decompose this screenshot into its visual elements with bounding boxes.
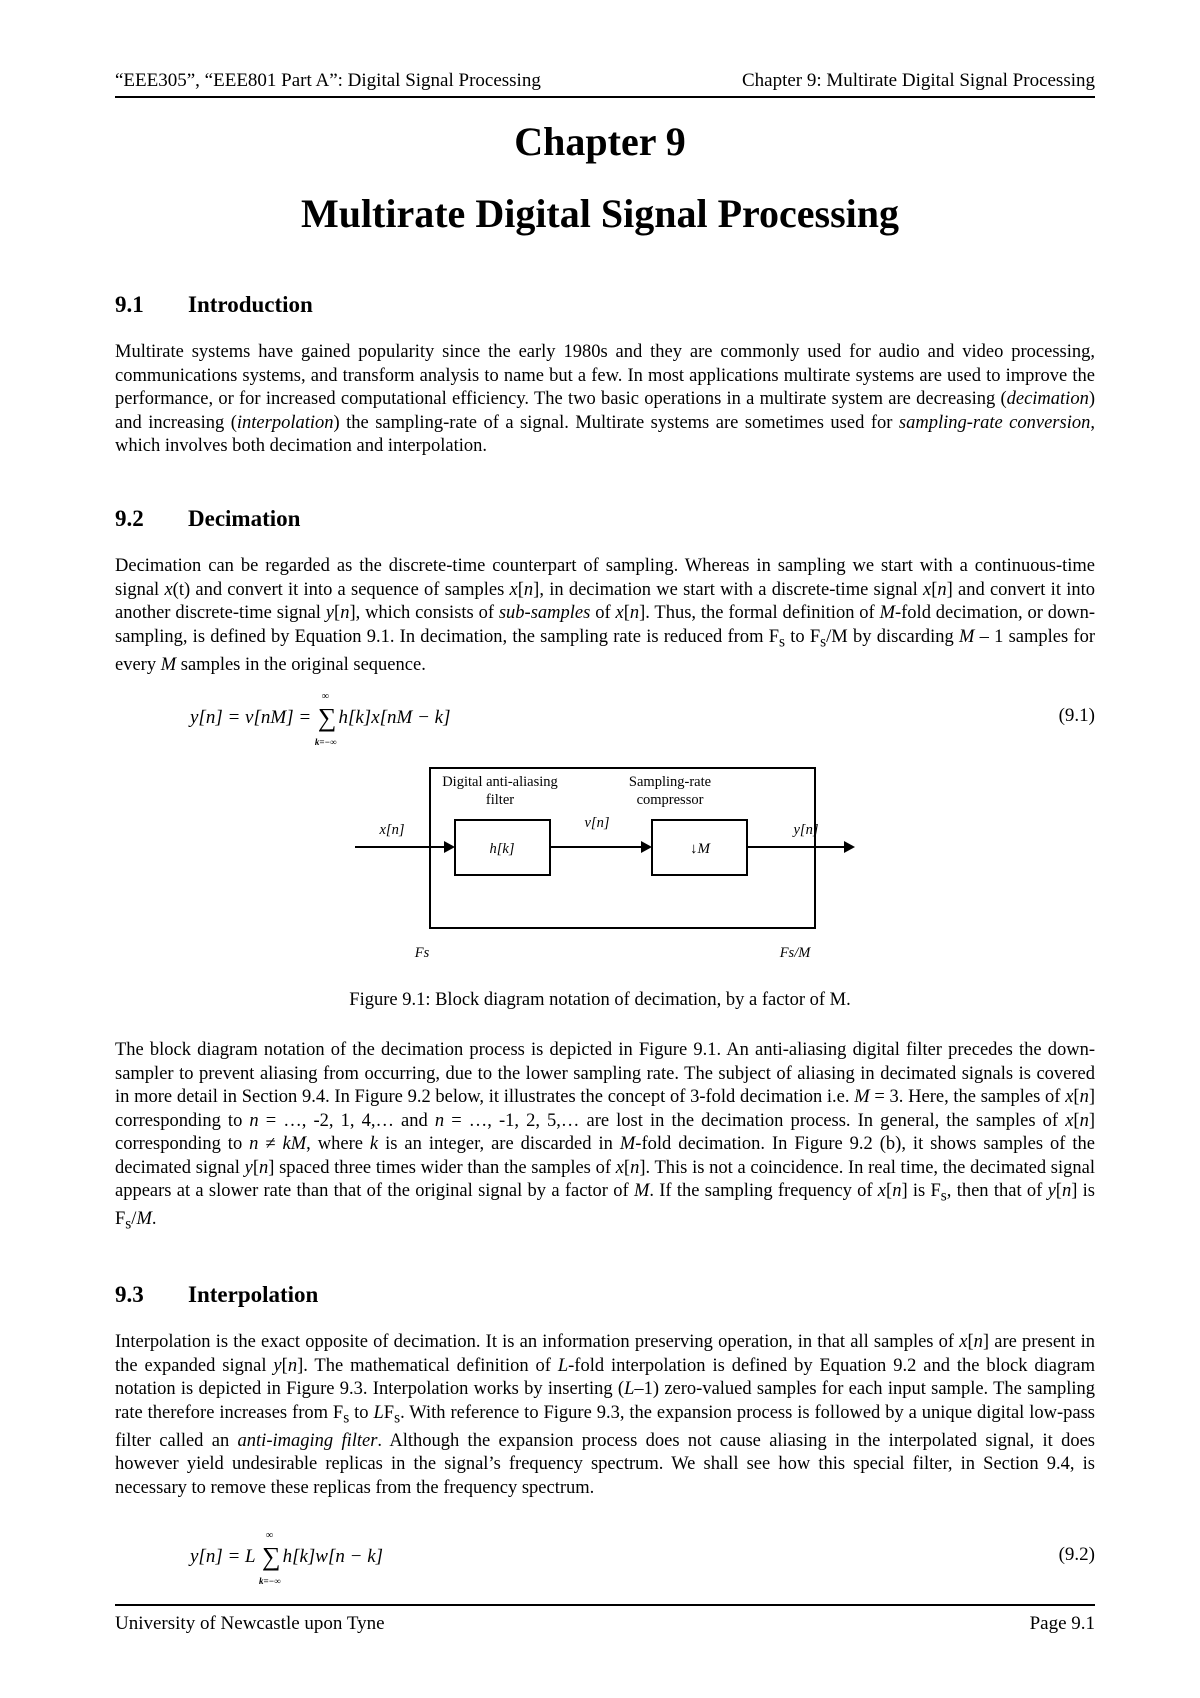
output-signal-label: y[n] [793,822,819,838]
paragraph-decimation: Decimation can be regarded as the discrete-time counterpart of sampling. Whereas in sampling we start with a continuous-time signal x(t) and convert it into a sequence of samples x[n], in decimation we start with a discrete-time signal x[n] and convert it into another discrete-time signal y[n], which consists of sub-samples of x[n]. Thus, the formal definition of M-fold decimation, or down-sampling, is defined by Equation 9.1. In decimation, the sampling rate is reduced from $F_s$ to $F_s/M$ by discarding M – 1 samples for every M samples in the original sequence. [115,556,1096,675]
input-signal-label: x[n] [379,822,405,838]
paragraph-decimation-figure: The block diagram notation of the decimation process is depicted in Figure 9.1. An anti-aliasing digital filter precedes the down-sampler to prevent aliasing from occurring, due to the lower sampling rate. The subject of aliasing in decimated signals is covered in more detail in Section 9.4. In Figure 9.2 below, it illustrates the concept of 3-fold decimation i.e. M = 3. Here, the samples of x[n] corresponding to n = …, -2, 1, 4,… and n = …, -1, 2, 5,… are lost in the decimation process. In general, the samples of x[n] corresponding to n ≠ kM, where k is an integer, are discarded in M-fold decimation. In Figure 9.2 (b), it shows samples of the decimated signal y[n] spaced three times wider than the samples of x[n]. This is not a coincidence. In real time, the decimated signal appears at a slower rate than that of the original signal by a factor of M. If the sampling frequency of x[n] is $F_s$, then that of y[n] is $F_s/M$. [115,1040,1095,1233]
equation-number: (9.2) [1058,1544,1095,1565]
header-rule [115,96,1095,98]
filter-block-label: h[k] [489,841,515,857]
equation-lhs: y[n] = L [190,1546,261,1567]
sum-lower-limit: k=−∞ [314,737,337,747]
equation-rhs: h[k]x[nM − k] [338,707,451,728]
paragraph-introduction: Multirate systems have gained popularity since the early 1980s and they are commonly used for audio and video processing, communications systems, and transform analysis to name but a few. In most applications multirate systems are used to improve the performance, or for increased computational efficiency. The two basic operations in a multirate system are decreasing (decimation) and increasing (interpolation) the sampling-rate of a signal. Multirate systems are sometimes used for sampling-rate conversion, which involves both decimation and interpolation. [115,342,1095,456]
section-number: 9.2 [115,506,144,531]
section-heading-interpolation [115,1282,318,1308]
filter-label-line2: filter [485,792,515,808]
sum-upper-limit: ∞ [266,1530,274,1541]
equation-number: (9.1) [1058,705,1095,726]
compressor-block-label: ↓M [690,841,710,857]
equation-9-1 [190,691,451,747]
equation-rhs: h[k]w[n − k] [282,1546,384,1567]
running-header-right: Chapter 9: Multirate Digital Signal Processing [741,70,1095,91]
footer-rule [115,1604,1095,1606]
input-arrowhead [444,841,455,853]
input-rate-label: Fs [414,945,430,961]
equation-9-2 [190,1530,384,1586]
section-title: Introduction [188,292,313,317]
section-heading-introduction [115,292,313,318]
output-arrowhead [844,841,855,853]
sum-upper-limit: ∞ [321,691,330,702]
figure-caption: Figure 9.1: Block diagram notation of decimation, by a factor of M. [349,990,851,1010]
chapter-title: Multirate Digital Signal Processing [300,191,900,236]
compressor-label-line2: compressor [636,792,704,808]
paragraph-interpolation: Interpolation is the exact opposite of decimation. It is an information preserving operation, in that all samples of x[n] are present in the expanded signal y[n]. The mathematical definition of L-fold interpolation is defined by Equation 9.2 and the block diagram notation is depicted in Figure 9.3. Interpolation works by inserting (L–1) zero-valued samples for each input sample. The sampling rate therefore increases from $F_s$ to $LF_s$. With reference to Figure 9.3, the expansion process is followed by a unique digital low-pass filter called an anti-imaging filter. Although the expansion process does not cause aliasing in the interpolated signal, it does however yield undesirable replicas in the signal’s frequency spectrum. We shall see how this special filter, in Section 9.4, is necessary to remove these replicas from the frequency spectrum. [115,1332,1096,1498]
section-heading-decimation [115,506,300,532]
footer-right: Page 9.1 [1029,1613,1095,1634]
intermediate-signal-label: v[n] [584,815,610,831]
output-rate-label: Fs/M [779,945,811,961]
compressor-label-line1: Sampling-rate [628,774,712,790]
section-title: Interpolation [188,1282,319,1307]
equation-lhs: y[n] = v[nM] = [190,707,316,728]
footer-left: University of Newcastle upon Tyne [115,1613,385,1634]
summation-symbol: ∑ ∞ k=−∞ [314,691,337,747]
sum-lower-limit: k=−∞ [259,1576,281,1586]
filter-label-line1: Digital anti-aliasing [442,774,558,790]
middle-arrowhead [641,841,652,853]
running-header-left: “EEE305”, “EEE801 Part A”: Digital Signal Processing [115,70,541,91]
section-number: 9.1 [115,292,144,317]
decimation-block-diagram [340,755,860,970]
section-title: Decimation [188,506,301,531]
section-number: 9.3 [115,1282,144,1307]
summation-symbol: ∑ ∞ k=−∞ [259,1530,281,1586]
chapter-number: Chapter 9 [514,119,686,164]
